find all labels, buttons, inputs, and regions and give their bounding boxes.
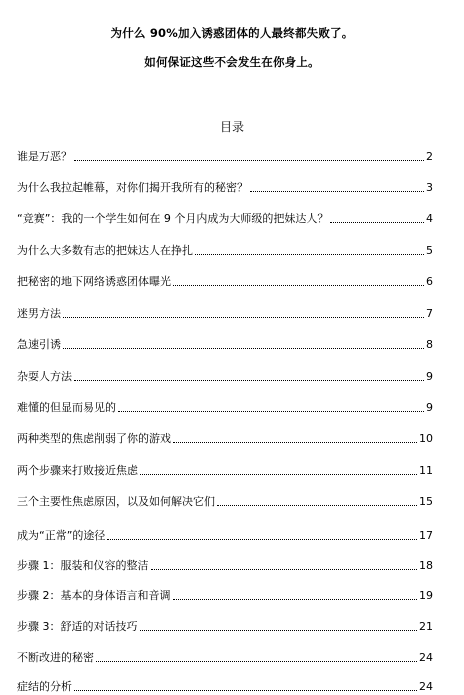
toc-entry-text: “竞赛”：我的一个学生如何在 9 个月内成为大师级的把妹达人？ (17, 212, 329, 225)
toc-entry-page: 24 (419, 651, 433, 664)
toc-entry-text: 为什么我拉起帷幕，对你们揭开我所有的秘密？ (17, 181, 248, 194)
toc-entry (17, 555, 433, 573)
toc-entry-text: 急速引诱 (17, 338, 61, 351)
dot-leader (74, 160, 424, 161)
toc-entry-page: 2 (426, 150, 433, 163)
toc-entry-text: 步骤 3：舒适的对话技巧 (17, 620, 138, 633)
dot-leader (195, 254, 424, 255)
toc-entry (17, 303, 433, 321)
toc-entry-text: 迷男方法 (17, 307, 61, 320)
toc-entry-text: 步骤 2：基本的身体语言和音调 (17, 589, 171, 602)
dot-leader (173, 285, 424, 286)
toc-entry (17, 208, 433, 226)
toc-entry-page: 3 (426, 181, 433, 194)
toc-entry-page: 24 (419, 680, 433, 693)
toc-entry-text: 两种类型的焦虑削弱了你的游戏 (17, 432, 171, 445)
toc-entry-text: 难懂的但显而易见的 (17, 401, 116, 414)
toc-entry-text: 步骤 1：服装和仪容的整洁 (17, 559, 149, 572)
toc-title: 目录 (219, 120, 244, 134)
toc-entry-text: 把秘密的地下网络诱惑团体曝光 (17, 275, 171, 288)
toc-entry (17, 525, 433, 543)
toc-entry-text: 症结的分析 (17, 680, 72, 693)
toc-entry-text: 谁是万恶？ (17, 150, 72, 163)
toc-entry (17, 271, 433, 289)
document-title: 为什么 90%加入诱惑团体的人最终都失败了。 (110, 26, 354, 40)
dot-leader (140, 630, 418, 631)
dot-leader (74, 690, 417, 691)
dot-leader (118, 411, 424, 412)
toc-entry-text: 三个主要性焦虑原因，以及如何解决它们 (17, 495, 215, 508)
dot-leader (173, 599, 418, 600)
toc-entry (17, 366, 433, 384)
toc-entry-text: 不断改进的秘密 (17, 651, 94, 664)
toc-entry-page: 17 (419, 529, 433, 542)
toc-entry-page: 5 (426, 244, 433, 257)
toc-entry (17, 647, 433, 665)
dot-leader (96, 661, 417, 662)
toc-entry (17, 616, 433, 634)
dot-leader (63, 348, 424, 349)
toc-entry-page: 9 (426, 401, 433, 414)
dot-leader (63, 317, 424, 318)
toc-entry-page: 9 (426, 370, 433, 383)
toc-entry-page: 11 (419, 464, 433, 477)
toc-entry-page: 7 (426, 307, 433, 320)
toc-entry-text: 为什么大多数有志的把妹达人在挣扎 (17, 244, 193, 257)
toc-entry-page: 6 (426, 275, 433, 288)
dot-leader (107, 539, 417, 540)
toc-entry (17, 491, 433, 509)
dot-leader (330, 222, 424, 223)
toc-entry (17, 585, 433, 603)
dot-leader (173, 442, 417, 443)
toc-entry (17, 460, 433, 478)
toc-entry-page: 21 (419, 620, 433, 633)
dot-leader (217, 505, 417, 506)
toc-entry-page: 19 (419, 589, 433, 602)
dot-leader (151, 569, 418, 570)
toc-entry-page: 8 (426, 338, 433, 351)
document-subtitle: 如何保证这些不会发生在你身上。 (144, 55, 320, 69)
toc-entry (17, 146, 433, 164)
toc-entry-text: 两个步骤来打败接近焦虑 (17, 464, 138, 477)
toc-entry-text: 杂耍人方法 (17, 370, 72, 383)
toc-entry-page: 18 (419, 559, 433, 572)
toc-entry (17, 334, 433, 352)
dot-leader (74, 380, 424, 381)
dot-leader (250, 191, 424, 192)
toc-entry-page: 15 (419, 495, 433, 508)
toc-entry-page: 4 (426, 212, 433, 225)
dot-leader (140, 474, 417, 475)
toc-entry (17, 428, 433, 446)
toc-entry-text: 成为“正常”的途径 (17, 529, 106, 542)
toc-entry (17, 177, 433, 195)
toc-entry (17, 676, 433, 694)
toc-entry (17, 397, 433, 415)
toc-entry-page: 10 (419, 432, 433, 445)
toc-entry (17, 240, 433, 258)
